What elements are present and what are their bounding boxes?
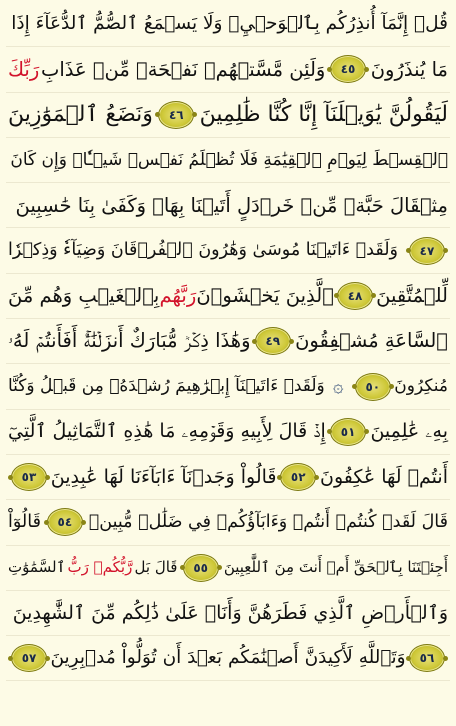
text-line: [6, 319, 450, 364]
ayah-number-marker: [11, 463, 47, 491]
verse-text: وَٱلۡأَرۡضِ ٱلَّذِي فَطَرَهُنَّ وَأَنَا۠ عَلَىٰ ذَٰلِكُم مِّنَ ٱلشَّٰهِدِينَ: [12, 601, 448, 624]
ayah-number-marker: [11, 644, 47, 672]
ayah-number: ٤٧: [419, 243, 435, 258]
verse-text: قَالُوٓاْ: [8, 511, 41, 532]
ayah-number: ٥٦: [419, 651, 435, 666]
text-line: [6, 500, 450, 545]
verse-text: ٱلۡقِسۡطَ لِيَوۡمِ ٱلۡقِيَٰمَةِ فَلَا تُظۡلَمُ نَفۡسٞ شَيۡـٔٗاۖ وَإِن كَانَ: [10, 149, 448, 170]
ayah-number: ٤٦: [168, 107, 184, 122]
ayah-number-marker: [337, 282, 373, 310]
text-line: [6, 228, 450, 273]
text-line: [6, 636, 450, 681]
ayah-number-marker: [280, 463, 316, 491]
text-line: [6, 455, 450, 500]
verse-text: بِهِۦ عَٰلِمِينَ: [370, 420, 448, 443]
text-line: [6, 183, 450, 228]
text-line: [6, 274, 450, 319]
hizb-star-icon: ۞: [332, 375, 344, 397]
text-line: [6, 2, 450, 47]
text-line: [6, 138, 450, 183]
verse-text: وَلَقَدۡ ءَاتَيۡنَا مُوسَىٰ وَهَٰرُونَ ٱلۡفُرۡقَانَ وَضِيَآءٗ وَذِكۡرٗا: [8, 239, 398, 260]
text-line: [6, 364, 450, 409]
ayah-number: ٥٢: [290, 470, 306, 485]
verse-text: قَالَ لَقَدۡ كُنتُمۡ أَنتُمۡ وَءَابَآؤُكُمۡ فِي ضَلَٰلٖ مُّبِينٖ: [88, 511, 448, 532]
ayah-number: ٥٥: [193, 560, 208, 575]
verse-text: وَتَٱللَّهِ لَأَكِيدَنَّ أَصۡنَٰمَكُم بَعۡدَ أَن تُوَلُّواْ مُدۡبِرِينَ: [50, 647, 406, 669]
ayah-number-marker: [355, 373, 391, 401]
verse-text: وَنَضَعُ ٱلۡمَوَٰزِينَ: [8, 101, 153, 127]
ayah-number-marker: [330, 418, 366, 446]
ayah-number-marker: [183, 554, 219, 582]
verse-text: مُنكِرُونَ: [394, 376, 448, 397]
verse-text: أَنتُمۡ لَهَا عَٰكِفُونَ: [320, 465, 448, 488]
verse-text: وَلَقَدۡ ءَاتَيۡنَآ إِبۡرَٰهِيمَ رُشۡدَهُۥ مِن قَبۡلُ وَكُنَّا: [8, 376, 325, 397]
ayah-number: ٥٧: [21, 651, 37, 666]
verse-text: إِذۡ قَالَ لِأَبِيهِ وَقَوۡمِهِۦ مَا هَٰذِهِ ٱلتَّمَاثِيلُ ٱلَّتِيٓ: [8, 420, 326, 443]
ayah-number-marker: [330, 55, 366, 83]
verse-text: أَجِئۡتَنَا بِٱلۡحَقِّ أَمۡ أَنتَ مِنَ ٱللَّٰعِبِينَ: [223, 558, 448, 577]
highlighted-word: رَّبُّكُمۡ رَبُّ: [67, 558, 133, 577]
ayah-number: ٥١: [340, 424, 356, 439]
verse-text: مِثۡقَالَ حَبَّةٖ مِّنۡ خَرۡدَلٍ أَتَيۡنَا بِهَاۗ وَكَفَىٰ بِنَا حَٰسِبِينَ: [15, 193, 448, 217]
ayah-number: ٥٠: [365, 379, 381, 394]
text-line: [6, 546, 450, 591]
verse-text: وَلَئِن مَّسَّتۡهُمۡ نَفۡحَةٞ مِّنۡ عَذَابِ: [40, 57, 326, 81]
verse-text: ٱلَّذِينَ يَخۡشَوۡنَ: [196, 284, 334, 308]
ayah-number: ٤٨: [347, 288, 363, 303]
text-line: [6, 93, 450, 138]
verse-text: قُلۡ إِنَّمَآ أُنذِرُكُم بِٱلۡوَحۡيِۚ وَلَا يَسۡمَعُ ٱلصُّمُّ ٱلدُّعَآءَ إِذَا: [11, 12, 448, 34]
verse-text: لِّلۡمُتَّقِينَ: [376, 284, 448, 308]
verse-text: قَالَ بَل: [134, 558, 178, 577]
verse-text: ٱلسَّمَٰوَٰتِ: [8, 558, 66, 577]
verse-text: لَيَقُولُنَّ يَٰوَيۡلَنَآ إِنَّا كُنَّا ظَٰلِمِينَ: [199, 101, 448, 127]
highlighted-word: رَبِّكَ: [8, 57, 40, 81]
verse-text: وَهَٰذَا ذِكۡرٞ مُّبَارَكٌ أَنزَلۡنَٰهُۚ أَفَأَنتُمۡ لَهُۥ: [8, 329, 251, 353]
ayah-number-marker: [409, 237, 445, 265]
ayah-number-marker: [47, 508, 83, 536]
text-line: [6, 410, 450, 455]
verse-text: ٱلسَّاعَةِ مُشۡفِقُونَ: [295, 329, 448, 353]
ayah-number: ٤٥: [340, 62, 356, 77]
text-line: [6, 47, 450, 92]
verse-text: مَا يُنذَرُونَ: [370, 57, 448, 81]
ayah-number-marker: [158, 101, 194, 129]
verse-text: قَالُواْ وَجَدۡنَآ ءَابَآءَنَا لَهَا عَٰبِدِينَ: [50, 465, 277, 488]
ayah-number: ٥٣: [21, 470, 37, 485]
verse-text: بِٱلۡغَيۡبِ وَهُم مِّنَ: [8, 284, 160, 308]
ayah-number: ٤٩: [265, 334, 281, 349]
ayah-number-marker: [255, 327, 291, 355]
ayah-number-marker: [409, 644, 445, 672]
text-line: [6, 591, 450, 636]
highlighted-word: رَبَّهُم: [159, 284, 197, 308]
ayah-number: ٥٤: [57, 515, 73, 530]
